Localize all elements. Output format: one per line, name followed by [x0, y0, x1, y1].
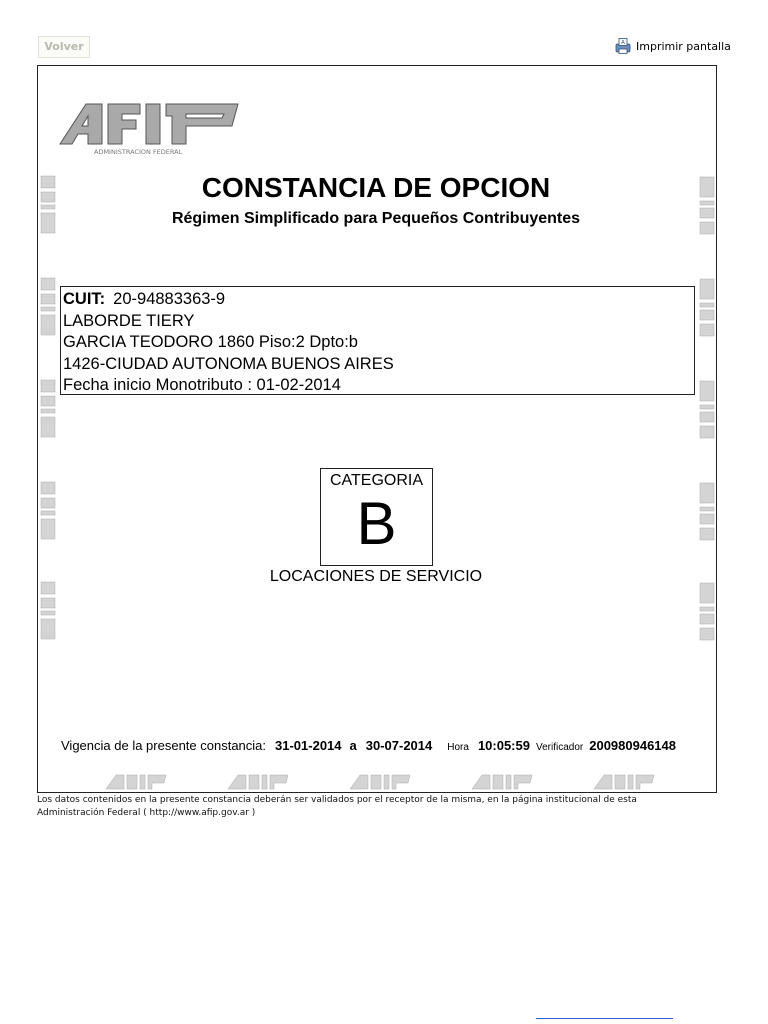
cuit-label: CUIT:: [63, 290, 106, 308]
afip-watermark-icon: [39, 378, 57, 440]
taxpayer-info-box: [60, 286, 695, 395]
afip-logo: [58, 96, 248, 158]
footer-line-2: Administración Federal ( http://www.afip.gov.ar ): [37, 808, 256, 818]
svg-text:A: A: [621, 40, 625, 46]
back-button[interactable]: Volver: [38, 36, 90, 58]
validity-label: Vigencia de la presente constancia:: [61, 738, 267, 753]
afip-watermark-icon: [104, 773, 168, 791]
category-box: [320, 468, 433, 566]
footer-disclaimer: [37, 794, 737, 820]
afip-watermark-icon: [698, 276, 716, 338]
afip-watermark-icon: [698, 580, 716, 642]
taxpayer-address: GARCIA TEODORO 1860 Piso:2 Dpto:b: [63, 333, 358, 351]
taxpayer-city: 1426-CIUDAD AUTONOMA BUENOS AIRES: [63, 354, 394, 373]
afip-watermark-icon: [39, 480, 57, 542]
bottom-link-underline[interactable]: [536, 1018, 673, 1019]
afip-watermark-icon: [592, 773, 656, 791]
afip-watermark-icon: [348, 773, 412, 791]
category-activity: LOCACIONES DE SERVICIO: [269, 568, 483, 585]
afip-watermark-icon: [39, 276, 57, 338]
validity-separator: a: [349, 738, 357, 753]
category-label: CATEGORIA: [329, 472, 424, 489]
document-subtitle: Régimen Simplificado para Pequeños Contribuyentes: [171, 210, 581, 227]
afip-logo-subtext: ADMINISTRACION FEDERAL: [94, 148, 183, 156]
printer-icon: [614, 37, 632, 55]
category-value: B: [356, 490, 397, 557]
monotributo-start-date: Fecha inicio Monotributo : 01-02-2014: [63, 376, 341, 394]
verificador-value: 200980946148: [589, 738, 676, 753]
afip-watermark-icon: [698, 378, 716, 440]
print-screen-label: Imprimir pantalla: [636, 39, 731, 53]
taxpayer-name: LABORDE TIERY: [63, 311, 195, 330]
print-screen-button[interactable]: [614, 36, 731, 56]
hora-value: 10:05:59: [477, 738, 530, 753]
afip-watermark-icon: [226, 773, 290, 791]
verificador-label: Verificador: [535, 742, 584, 753]
cuit-value: 20-94883363-9: [113, 290, 226, 308]
validity-from: 31-01-2014: [275, 738, 342, 753]
cuit-line: [63, 289, 694, 311]
validity-line: [61, 738, 676, 753]
validity-to: 30-07-2014: [365, 738, 433, 753]
hora-label: Hora: [447, 742, 469, 753]
afip-watermark-icon: [470, 773, 534, 791]
afip-watermark-icon: [39, 580, 57, 642]
afip-watermark-icon: [698, 480, 716, 542]
document-title: CONSTANCIA DE OPCION: [201, 172, 551, 203]
footer-line-1: Los datos contenidos en la presente constancia deberán ser validados por el receptor de la misma, en la página institucional de esta: [37, 795, 637, 805]
